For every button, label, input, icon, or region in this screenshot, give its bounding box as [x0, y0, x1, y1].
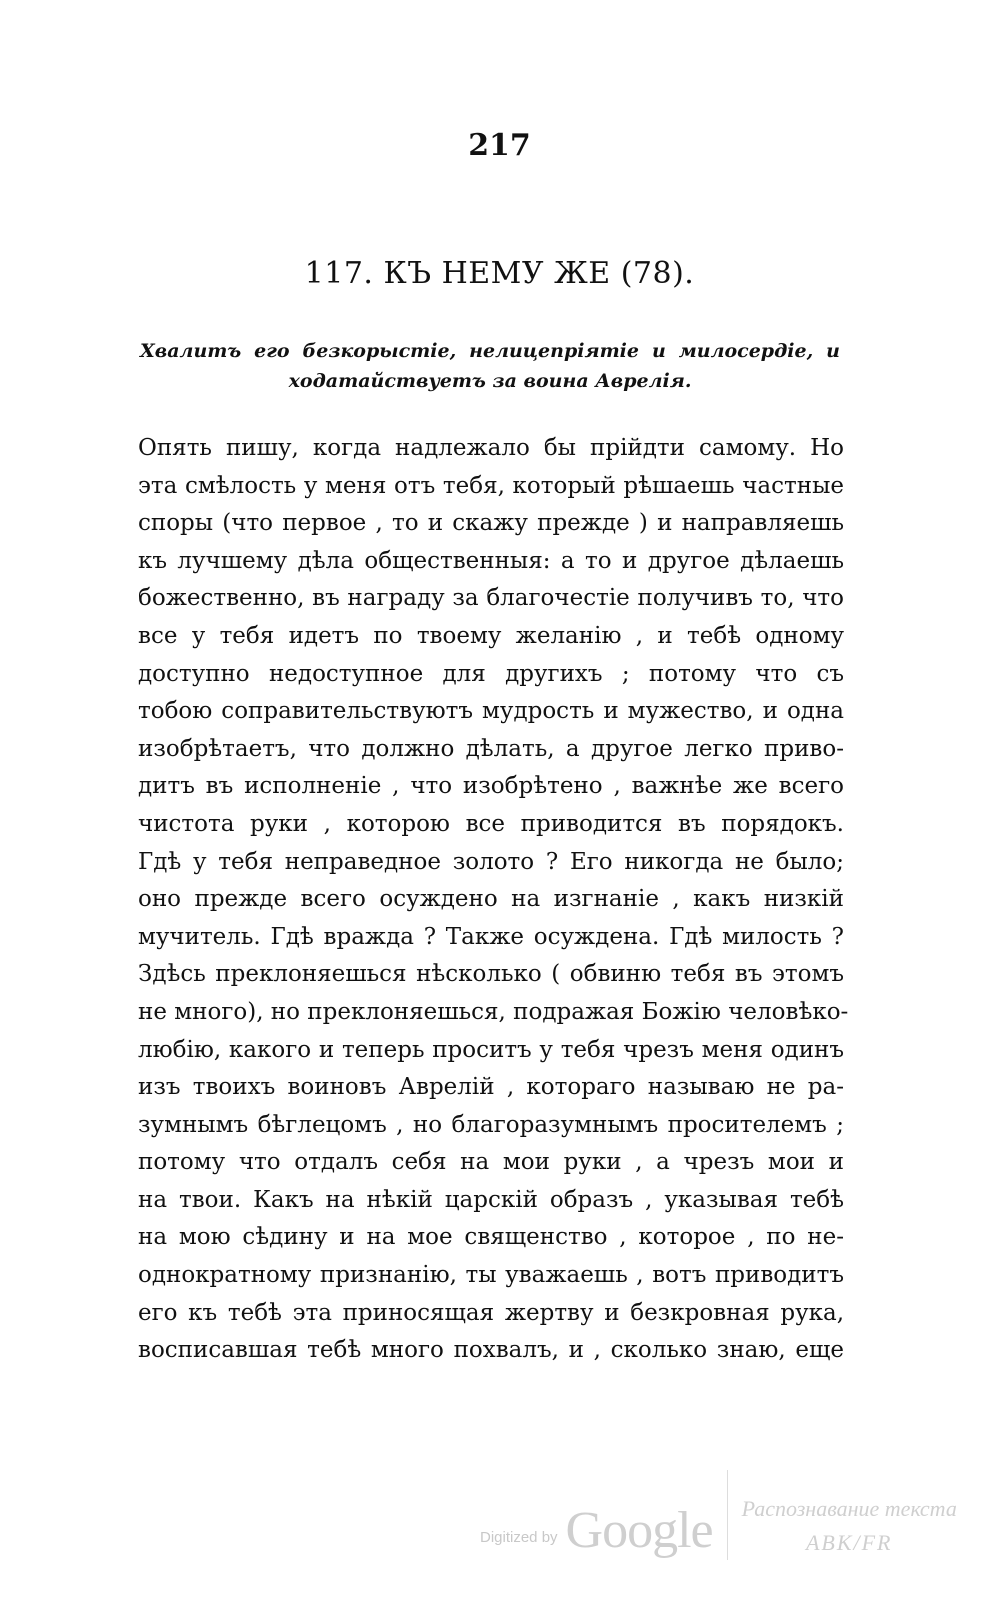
watermark-divider [727, 1470, 728, 1560]
text-line: мучитель. Гдѣ вражда ? Также осуждена. Гдѣ милость ? [138, 923, 844, 950]
text-line: изъ твоихъ воиновъ Аврелій , котораго называю не ра- [138, 1074, 844, 1101]
text-line: изобрѣтаетъ, что должно дѣлать, а другое легко приво- [138, 735, 844, 762]
page-number: 217 [468, 128, 531, 163]
text-line: Здѣсь преклоняешься нѣсколько ( обвиню тебя въ этомъ [138, 961, 844, 988]
text-line: восписавшая тебѣ много похвалъ, и , сколько знаю, еще [138, 1337, 844, 1364]
text-line: на твои. Какъ на нѣкій царскій образъ , указывая тебѣ [138, 1186, 844, 1213]
letter-body [138, 430, 849, 1370]
text-line: Опять пишу, когда надлежало бы прійдти самому. Но [138, 435, 844, 461]
text-line: Гдѣ у тебя неправедное золото ? Его никогда не было; [138, 848, 844, 875]
text-line: споры (что первое , то и скажу прежде ) и направляешь [138, 510, 844, 537]
text-line: божественно, въ награду за благочестіе получивъ то, что [138, 585, 844, 612]
ocr-credit-title: Распознавание текста [741, 1496, 957, 1521]
digitized-by-label: Digitized by [480, 1529, 558, 1546]
google-logo: Google [565, 1502, 713, 1559]
text-line: не много), но преклоняешься, подражая Божію человѣко- [138, 998, 849, 1025]
text-line: на мою сѣдину и на мое священство , которое , по не- [138, 1224, 844, 1251]
ocr-credit-signature: ABK/FR [805, 1530, 893, 1555]
text-line: доступно недоступное для другихъ ; потому что съ [138, 660, 844, 687]
letter-title: 117. КЪ НЕМУ ЖЕ (78). [304, 256, 695, 291]
ocr-credit [742, 1492, 957, 1560]
text-line: зумнымъ бѣглецомъ , но благоразумнымъ просителемъ ; [138, 1111, 844, 1138]
text-line: къ лучшему дѣла общественныя: а то и другое дѣлаешь [138, 547, 844, 574]
text-line: оно прежде всего осуждено на изгнаніе , какъ низкій [138, 886, 844, 913]
text-line: чистота руки , которою все приводится въ порядокъ. [138, 810, 844, 837]
text-line: дитъ въ исполненіе , что изобрѣтено , важнѣе же всего [138, 773, 844, 800]
text-line: однократному признанію, ты уважаешь , вотъ приводитъ [138, 1262, 844, 1289]
text-line: потому что отдалъ себя на мои руки , а чрезъ мои и [138, 1149, 844, 1176]
digitization-watermark [480, 1470, 957, 1560]
letter-summary: Хвалитъ его безкорыстіе, нелицепріятіе и милосердіе, и ходатайствуетъ за воина Аврелія. [140, 340, 840, 392]
text-line: любію, какого и теперь проситъ у тебя чрезъ меня одинъ [138, 1036, 844, 1063]
text-line: все у тебя идетъ по твоему желанію , и тебѣ одному [138, 622, 844, 649]
text-line: эта смѣлость у меня отъ тебя, который рѣшаешь частные [138, 472, 844, 499]
text-line: тобою соправительствуютъ мудрость и мужество, и одна [138, 698, 844, 725]
text-line: его къ тебѣ эта приносящая жертву и безкровная рука, [138, 1299, 844, 1326]
